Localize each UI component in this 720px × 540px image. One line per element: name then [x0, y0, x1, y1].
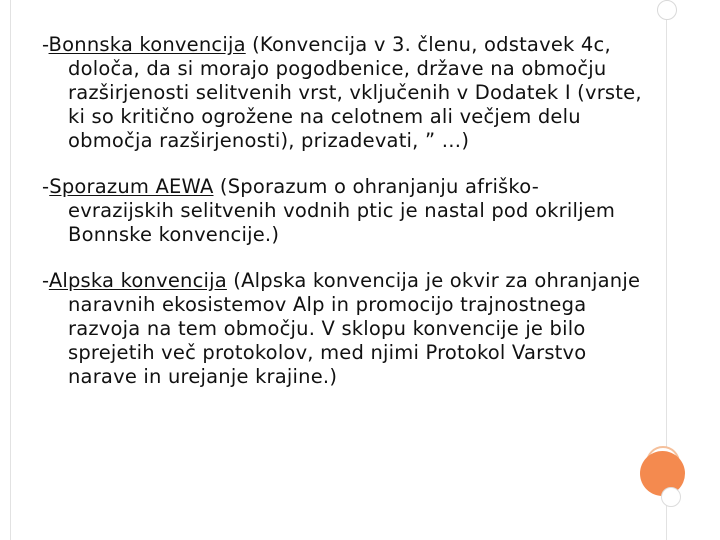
paragraph-text: (Konvencija v 3. členu, odstavek 4c, določa, da si morajo pogodbenice, države na območju razširjenosti selitvenih vrst, vključenih v Dodatek I (vrste, ki so kritično ogrožene na celotnem ali večjem delu območja razširjenosti), prizadevati, ” …) — [68, 33, 642, 152]
decorative-circle-top — [657, 0, 677, 20]
slide-body — [42, 33, 642, 411]
paragraph-prefix: - — [42, 269, 49, 292]
paragraph-bonn-convention — [42, 33, 642, 153]
term-aewa-agreement: Sporazum AEWA — [49, 175, 214, 198]
paragraph-prefix: - — [42, 175, 50, 198]
slide-left-border — [10, 0, 11, 540]
paragraph-prefix: - — [42, 33, 49, 56]
paragraph-alpine-convention — [42, 269, 642, 389]
paragraph-text: (Sporazum o ohranjanju afriško-evrazijskih selitvenih vodnih ptic je nastal pod okriljem Bonnske konvencije.) — [68, 175, 616, 246]
term-bonn-convention: Bonnska konvencija — [48, 33, 246, 56]
decorative-circle-small — [661, 487, 681, 507]
term-alpine-convention: Alpska konvencija — [48, 269, 227, 292]
paragraph-aewa-agreement — [42, 175, 642, 247]
paragraph-text: (Alpska konvencija je okvir za ohranjanje naravnih ekosistemov Alp in promocijo trajnostnega razvoja na tem območju. V sklopu konvencije je bilo sprejetih več protokolov, med njimi Protokol Varstvo narave in urejanje krajine.) — [68, 269, 641, 388]
